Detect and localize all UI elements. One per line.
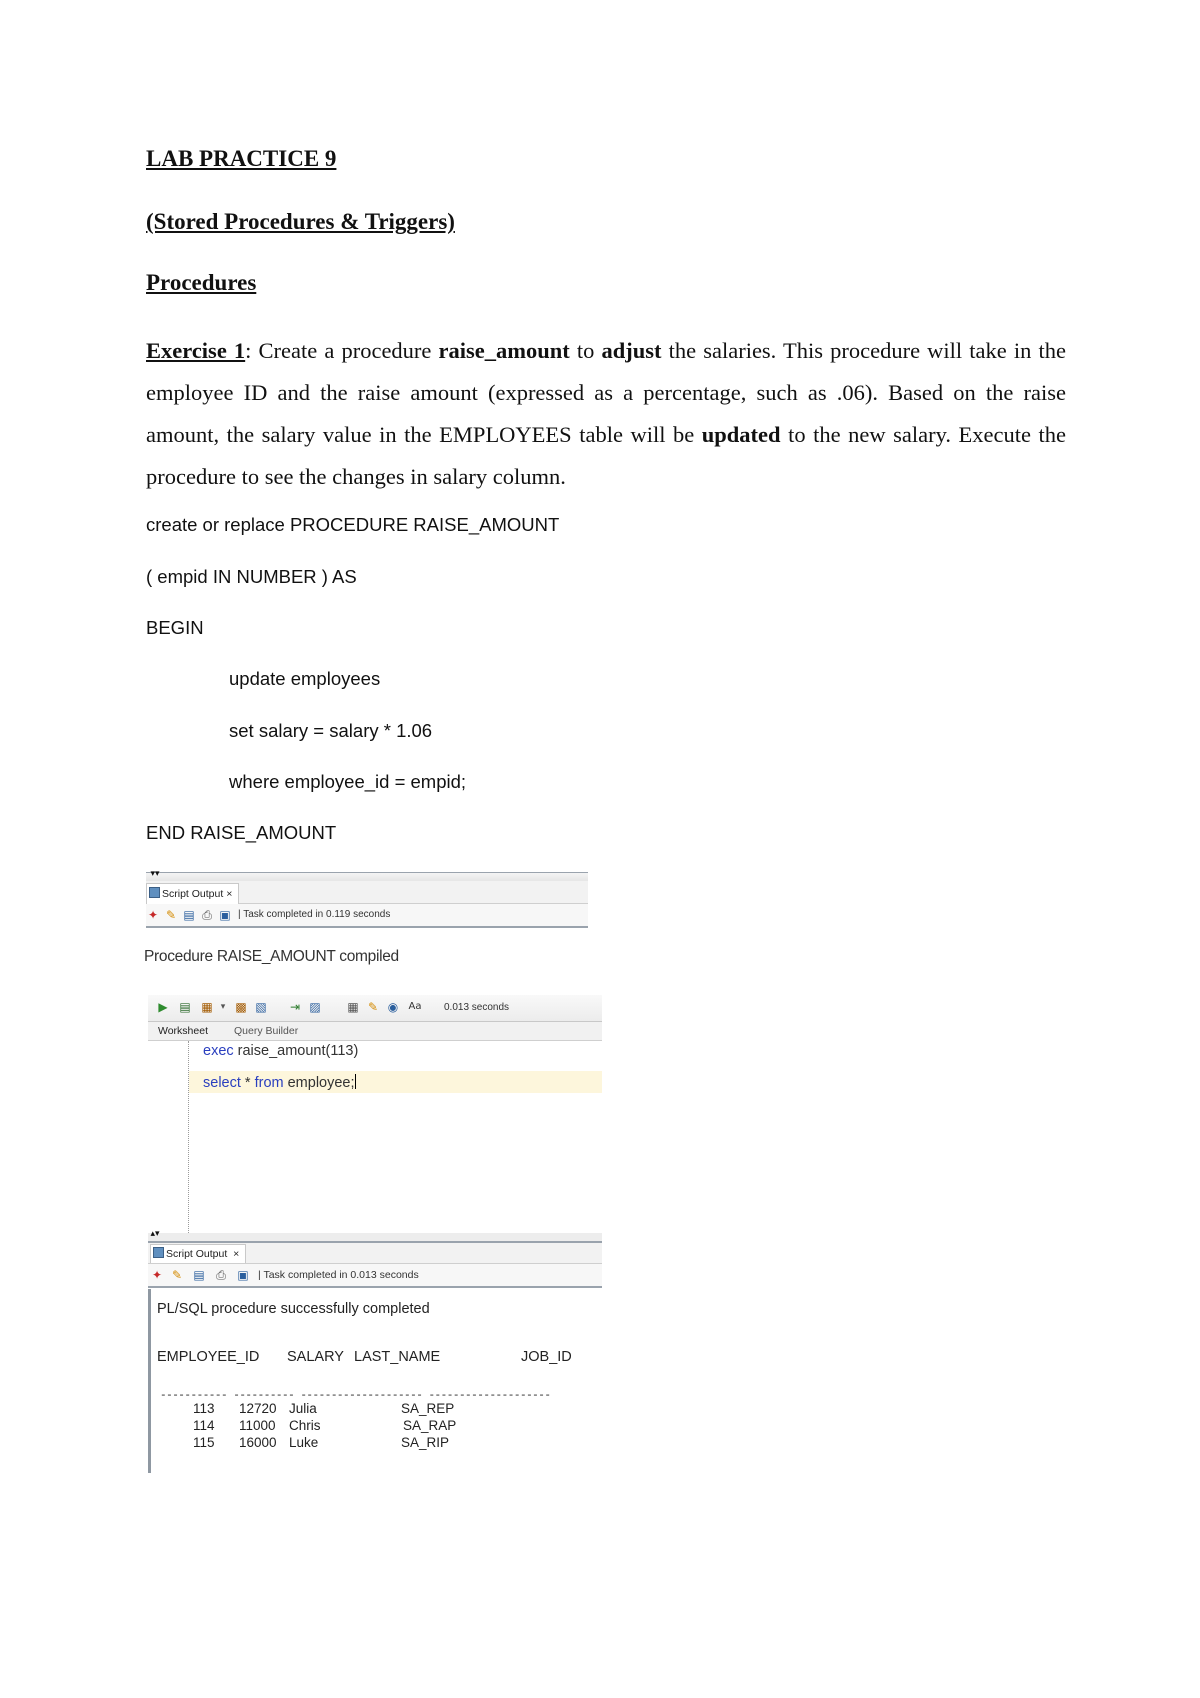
header-separator: ----------- ---------- -------------------- -------------------- bbox=[160, 1390, 551, 1402]
keyword-select: select bbox=[203, 1075, 241, 1091]
script-output-tab-label: Script Output bbox=[162, 888, 224, 900]
code-line-7: END RAISE_AMOUNT bbox=[146, 822, 337, 843]
exercise-separator: : bbox=[245, 338, 259, 363]
exercise-bold-2: adjust bbox=[601, 338, 662, 363]
col-header-job-id: JOB_ID bbox=[521, 1349, 572, 1365]
cell-employee-id: 114 bbox=[193, 1418, 215, 1433]
line2-rest: employee; bbox=[283, 1075, 355, 1091]
sql-editor[interactable] bbox=[148, 1041, 602, 1233]
cell-salary: 12720 bbox=[239, 1401, 277, 1416]
cell-employee-id: 115 bbox=[193, 1435, 215, 1450]
cell-employee-id: 113 bbox=[193, 1401, 215, 1416]
script-output-screenshot bbox=[146, 869, 588, 932]
rollback-icon[interactable]: ▩ bbox=[235, 1000, 247, 1014]
exercise-bold-1: raise_amount bbox=[438, 338, 570, 363]
lab-subtitle: (Stored Procedures & Triggers) bbox=[146, 209, 455, 234]
script-output-icon bbox=[153, 1247, 164, 1258]
exercise-text-3: the salaries. This procedure will take in the employee ID and the raise amount (expressed as a percentage, such as .06). Based on the raise amount, the salary value in the EMPLOYEES table will be bbox=[146, 338, 1066, 447]
save-as-icon[interactable]: ▣ bbox=[237, 1268, 249, 1282]
save-as-icon[interactable]: ▣ bbox=[219, 908, 231, 922]
exercise-text-4: to the new salary. Execute the procedure to see the changes in salary column. bbox=[146, 422, 1066, 489]
sql-history-icon[interactable]: ◉ bbox=[387, 1000, 399, 1014]
col-header-salary: SALARY bbox=[287, 1349, 344, 1365]
panel-splitter[interactable] bbox=[148, 1229, 602, 1243]
worksheet-screenshot bbox=[148, 995, 602, 1473]
line2-star: * bbox=[240, 1075, 255, 1091]
worksheet-tab-row bbox=[148, 1022, 602, 1041]
editor-gutter bbox=[148, 1041, 189, 1233]
output-toolbar bbox=[148, 1264, 602, 1288]
col-header-last-name: LAST_NAME bbox=[354, 1349, 441, 1365]
tab-worksheet[interactable]: Worksheet bbox=[158, 1025, 208, 1037]
task-status-text: Task completed in 0.119 seconds bbox=[243, 909, 391, 920]
compile-result: Procedure RAISE_AMOUNT compiled bbox=[144, 948, 399, 965]
dropdown-arrow-icon[interactable]: ▾ bbox=[220, 1002, 226, 1012]
tab-query-builder[interactable]: Query Builder bbox=[234, 1025, 299, 1037]
autotrace-icon[interactable]: ▧ bbox=[255, 1000, 267, 1014]
output-toolbar bbox=[146, 904, 588, 928]
run-script-icon[interactable]: ▤ bbox=[179, 1000, 191, 1014]
script-output-tab-label: Script Output bbox=[166, 1248, 228, 1260]
print-icon[interactable]: ⎙ bbox=[216, 1268, 226, 1282]
cell-job-id: SA_RAP bbox=[403, 1418, 457, 1433]
editor-line-2 bbox=[203, 1074, 356, 1091]
code-line-5: set salary = salary * 1.06 bbox=[229, 720, 433, 741]
output-tab-row bbox=[148, 1243, 602, 1264]
cell-salary: 11000 bbox=[239, 1418, 276, 1433]
task-status: | Task completed in 0.119 seconds bbox=[238, 909, 391, 920]
pin-icon[interactable]: ✦ bbox=[151, 1268, 163, 1282]
case-toggle-icon[interactable]: Aa bbox=[408, 1001, 422, 1012]
eraser-icon[interactable]: ✎ bbox=[171, 1268, 183, 1282]
splitter-arrows-icon[interactable]: ▴▾ bbox=[150, 1229, 160, 1239]
cell-last-name: Chris bbox=[289, 1418, 321, 1433]
cell-salary: 16000 bbox=[239, 1435, 277, 1450]
exercise-label: Exercise 1 bbox=[146, 338, 246, 363]
code-line-1: create or replace PROCEDURE RAISE_AMOUNT bbox=[146, 514, 560, 535]
line1-rest: raise_amount(113) bbox=[233, 1043, 359, 1059]
lab-title: LAB PRACTICE 9 bbox=[146, 146, 337, 171]
col-header-employee-id: EMPLOYEE_ID bbox=[157, 1349, 260, 1365]
commit-icon[interactable]: ▦ bbox=[201, 1000, 213, 1014]
pin-icon[interactable]: ✦ bbox=[147, 908, 159, 922]
task-status-text: Task completed in 0.013 seconds bbox=[263, 1269, 419, 1281]
save-icon[interactable]: ▤ bbox=[193, 1268, 205, 1282]
output-pane bbox=[148, 1289, 605, 1473]
collapse-arrows-icon[interactable]: ▾▾ bbox=[150, 869, 160, 879]
task-status: | Task completed in 0.013 seconds bbox=[258, 1269, 419, 1281]
close-icon[interactable]: × bbox=[233, 1248, 240, 1260]
exercise-bold-3: updated bbox=[701, 422, 781, 447]
save-icon[interactable]: ▤ bbox=[183, 908, 195, 922]
panel-top-bar bbox=[146, 869, 588, 881]
code-line-3: BEGIN bbox=[146, 617, 204, 638]
explain-plan-icon[interactable]: ⇥ bbox=[289, 1000, 301, 1014]
output-message: PL/SQL procedure successfully completed bbox=[157, 1301, 430, 1317]
cell-last-name: Luke bbox=[289, 1435, 319, 1450]
code-line-2: ( empid IN NUMBER ) AS bbox=[146, 566, 357, 587]
print-icon[interactable]: ⎙ bbox=[202, 908, 212, 922]
keyword-from: from bbox=[254, 1075, 284, 1091]
editor-line-1 bbox=[203, 1043, 358, 1059]
keyword-exec: exec bbox=[203, 1043, 234, 1059]
cell-last-name: Julia bbox=[289, 1401, 317, 1416]
close-icon[interactable]: × bbox=[226, 888, 233, 900]
script-output-tab[interactable] bbox=[150, 1244, 246, 1263]
exercise-text-2: to bbox=[569, 338, 602, 363]
script-output-tab[interactable] bbox=[146, 883, 239, 904]
worksheet-toolbar bbox=[148, 995, 602, 1022]
format-icon[interactable]: ▦ bbox=[347, 1000, 359, 1014]
script-output-icon bbox=[149, 887, 160, 898]
cell-job-id: SA_RIP bbox=[401, 1435, 450, 1450]
text-caret bbox=[355, 1074, 356, 1089]
sql-tuning-icon[interactable]: ▨ bbox=[309, 1000, 321, 1014]
run-statement-icon[interactable]: ▶ bbox=[158, 1000, 168, 1014]
exercise-paragraph bbox=[146, 330, 1066, 498]
code-line-4: update employees bbox=[229, 668, 381, 689]
toolbar-status: 0.013 seconds bbox=[444, 1002, 510, 1013]
code-line-6: where employee_id = empid; bbox=[229, 771, 467, 792]
output-tab-row bbox=[146, 881, 588, 904]
clear-icon[interactable]: ✎ bbox=[367, 1000, 379, 1014]
cell-job-id: SA_REP bbox=[401, 1401, 455, 1416]
exercise-text-1: Create a procedure bbox=[258, 338, 439, 363]
eraser-icon[interactable]: ✎ bbox=[165, 908, 177, 922]
section-heading: Procedures bbox=[146, 270, 257, 295]
